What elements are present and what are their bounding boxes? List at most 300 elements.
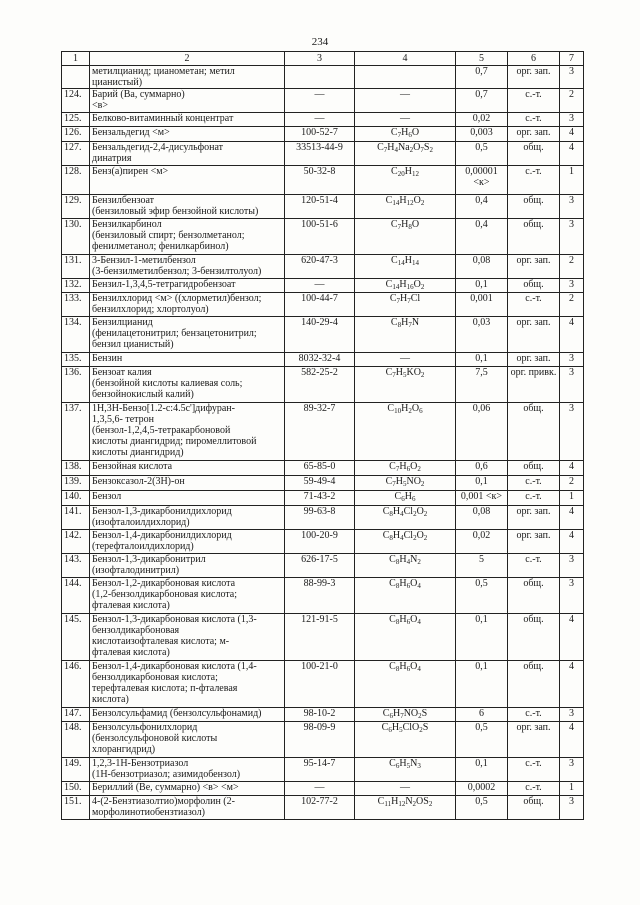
substance-name-line: бензолдикарбоновая — [92, 625, 180, 636]
substance-name-line: фталевая кислота) — [92, 600, 170, 611]
substance-name-line: Бериллий (Ве, суммарно) <в> <м> — [92, 782, 239, 793]
substance-name-line: (1,2-бензолдикарбоновая кислота; — [92, 589, 238, 600]
row-number: 140. — [62, 491, 90, 506]
formula-element: — — [400, 113, 410, 124]
formula-subscript: 2 — [420, 371, 425, 379]
hazard-class: 3 — [560, 279, 584, 293]
hazard-class: 1 — [560, 491, 584, 506]
formula-subscript: 10 — [394, 407, 402, 415]
formula-element: C — [391, 166, 398, 177]
limit-value: 0,7 — [456, 66, 508, 89]
formula-element: C — [390, 317, 398, 328]
formula-element: C — [389, 293, 397, 304]
formula-element: H — [399, 578, 407, 589]
formula-element: H — [404, 166, 412, 177]
column-number: 4 — [355, 52, 456, 66]
hazard-indicator: с.-т. — [508, 166, 560, 195]
row-number: 143. — [62, 554, 90, 578]
cas-number: 100-21-0 — [285, 661, 355, 708]
hazard-class: 3 — [560, 708, 584, 722]
hazard-indicator: орг. зап. — [508, 530, 560, 554]
formula-subscript: 6 — [401, 495, 405, 503]
limit-value: 0,00001 <к> — [456, 166, 508, 195]
formula-subscript: 4 — [406, 558, 411, 566]
formula-element: H — [399, 279, 407, 290]
hazard-class: 1 — [560, 782, 584, 796]
formula-element: N — [410, 554, 418, 565]
chemical-formula — [355, 89, 456, 113]
hazard-class: 3 — [560, 66, 584, 89]
formula-element: OS — [416, 796, 429, 807]
formula-subscript: 2 — [409, 146, 414, 154]
chemical-formula — [355, 491, 456, 506]
chemical-formula — [355, 353, 456, 367]
substance-name-line: Бензол — [92, 491, 122, 502]
substance-name — [90, 89, 285, 113]
substance-name-line: (изофталоилдихлорид) — [92, 517, 190, 528]
substance-name-line: Бензин — [92, 353, 123, 364]
row-number: 137. — [62, 403, 90, 461]
substance-name-line: Бензол-1,3-дикарбонитрил — [92, 554, 206, 565]
hazard-class: 3 — [560, 367, 584, 403]
chemical-formula — [355, 195, 456, 219]
formula-element: C — [389, 758, 396, 769]
formula-element: O — [410, 461, 418, 472]
substance-name-line: кислоты диангидрид; пиромеллитовой — [92, 436, 257, 447]
formula-subscript: 2 — [413, 510, 417, 518]
hazard-class: 3 — [560, 403, 584, 461]
formula-element: C — [390, 219, 398, 230]
limit-value: 0,4 — [456, 195, 508, 219]
hazard-class: 3 — [560, 219, 584, 255]
cas-number: 8032-32-4 — [285, 353, 355, 367]
formula-subscript: 2 — [408, 407, 412, 415]
substance-name-line: Бенз(а)пирен <м> — [92, 166, 169, 177]
formula-subscript: 14 — [411, 259, 419, 267]
formula-subscript: 2 — [429, 146, 433, 154]
formula-subscript: 4 — [400, 534, 404, 542]
page-number: 234 — [311, 36, 329, 48]
cas-number: 89-32-7 — [285, 403, 355, 461]
formula-subscript: 7 — [407, 297, 411, 305]
substance-name — [90, 722, 285, 758]
substance-name-line: 3-Бензил-1-метилбензол — [92, 255, 196, 266]
hazard-indicator: общ. — [508, 403, 560, 461]
chemical-formula — [355, 219, 456, 255]
substance-name-line: 1,3,5,6- тетрон — [92, 414, 154, 425]
cas-number: 95-14-7 — [285, 758, 355, 782]
substance-name-line: Бензолсульфонилхлорид — [92, 722, 198, 733]
substance-name-line: Бензил-1,3,4,5-тетрагидробензоат — [92, 279, 236, 290]
cas-number: 98-10-2 — [285, 708, 355, 722]
formula-subscript: 6 — [395, 762, 400, 770]
limit-value: 0,5 — [456, 142, 508, 166]
limit-value: 0,6 — [456, 461, 508, 476]
table-row — [62, 506, 584, 530]
formula-element: H — [395, 367, 403, 378]
table-row — [62, 530, 584, 554]
substance-name-line: метилцианид; цианометан; метил — [92, 66, 235, 77]
hazard-indicator: орг. зап. — [508, 255, 560, 279]
limit-value: 0,001 — [456, 293, 508, 317]
formula-element: KO — [406, 367, 421, 378]
formula-subscript: 7 — [395, 465, 400, 473]
substance-name — [90, 317, 285, 353]
formula-element: O — [410, 614, 418, 625]
hazard-indicator: орг. привк. — [508, 367, 560, 403]
formula-subscript: 2 — [420, 480, 425, 488]
formula-subscript: 4 — [417, 618, 421, 626]
chemical-formula — [355, 127, 456, 142]
substance-name — [90, 661, 285, 708]
formula-subscript: 6 — [389, 712, 393, 720]
formula-subscript: 11 — [384, 800, 392, 808]
limit-value: 0,02 — [456, 530, 508, 554]
row-number: 136. — [62, 367, 90, 403]
formula-subscript: 2 — [413, 534, 417, 542]
substance-name-line: Бензол-1,3-дикарбоновая кислота (1,3- — [92, 614, 257, 625]
chemical-formula — [355, 293, 456, 317]
row-number: 125. — [62, 113, 90, 127]
limit-value: 0,0002 — [456, 782, 508, 796]
substance-name-line: Бензол-1,3-дикарбонилдихлорид — [92, 506, 232, 517]
formula-element: H — [404, 491, 412, 502]
formula-subscript: 6 — [406, 465, 411, 473]
cas-number: 102-77-2 — [285, 796, 355, 820]
row-number: 151. — [62, 796, 90, 820]
hazard-indicator: орг. зап. — [508, 353, 560, 367]
formula-subscript: 6 — [411, 495, 416, 503]
formula-element: C — [394, 491, 402, 502]
formula-element: H — [399, 554, 407, 565]
substance-name — [90, 796, 285, 820]
cas-number: — — [285, 279, 355, 293]
cas-number: 100-51-6 — [285, 219, 355, 255]
substance-name — [90, 530, 285, 554]
substance-name-line: 1Н,3Н-Бензо[1.2-с:4.5с']дифуран- — [92, 403, 235, 414]
formula-subscript: 6 — [406, 582, 411, 590]
substance-name — [90, 614, 285, 661]
column-number: 6 — [508, 52, 560, 66]
formula-element: — — [400, 353, 410, 364]
chemical-formula — [355, 461, 456, 476]
cas-number: 100-52-7 — [285, 127, 355, 142]
substances-table — [61, 51, 584, 820]
formula-element: H — [399, 758, 407, 769]
chemical-formula — [355, 506, 456, 530]
row-number: 149. — [62, 758, 90, 782]
substance-name-line: (бензойной кислоты калиевая соль; — [92, 378, 243, 389]
chemical-formula — [355, 530, 456, 554]
table-row — [62, 66, 584, 89]
formula-subscript: 8 — [395, 665, 400, 673]
hazard-indicator: общ. — [508, 578, 560, 614]
substance-name — [90, 461, 285, 476]
hazard-class: 4 — [560, 506, 584, 530]
formula-subscript: 8 — [389, 510, 393, 518]
column-number: 7 — [560, 52, 584, 66]
hazard-indicator: общ. — [508, 614, 560, 661]
hazard-class: 2 — [560, 89, 584, 113]
row-number: 147. — [62, 708, 90, 722]
substance-name — [90, 66, 285, 89]
limit-value: 6 — [456, 708, 508, 722]
chemical-formula — [355, 403, 456, 461]
formula-element: H — [401, 317, 409, 328]
hazard-class: 4 — [560, 142, 584, 166]
table-row — [62, 219, 584, 255]
table-row — [62, 491, 584, 506]
table-row — [62, 661, 584, 708]
formula-subscript: 14 — [397, 259, 405, 267]
substance-name — [90, 166, 285, 195]
table-row — [62, 461, 584, 476]
hazard-class: 3 — [560, 353, 584, 367]
chemical-formula — [355, 166, 456, 195]
formula-subscript: 2 — [417, 558, 421, 566]
formula-element: N — [410, 758, 418, 769]
cas-number: 50-32-8 — [285, 166, 355, 195]
formula-subscript: 7 — [383, 146, 388, 154]
row-number: 141. — [62, 506, 90, 530]
row-number: 130. — [62, 219, 90, 255]
table-row — [62, 554, 584, 578]
chemical-formula — [355, 661, 456, 708]
chemical-formula — [355, 614, 456, 661]
hazard-class: 3 — [560, 758, 584, 782]
formula-element: — — [400, 782, 410, 793]
formula-element: H — [392, 506, 401, 517]
chemical-formula — [355, 142, 456, 166]
formula-subscript: 2 — [423, 510, 428, 518]
formula-element: C — [381, 722, 389, 733]
formula-element: O — [413, 279, 421, 290]
table-row — [62, 758, 584, 782]
formula-element: H — [392, 708, 401, 719]
chemical-formula — [355, 796, 456, 820]
formula-subscript: 8 — [397, 321, 402, 329]
limit-value: 0,001 <к> — [456, 491, 508, 506]
row-number: 131. — [62, 255, 90, 279]
formula-element: C — [389, 614, 396, 625]
formula-element: Cl — [403, 530, 414, 541]
cas-number: 98-09-9 — [285, 722, 355, 758]
formula-subscript: 6 — [406, 618, 411, 626]
hazard-indicator: орг. зап. — [508, 66, 560, 89]
formula-element: C — [389, 661, 396, 672]
hazard-indicator: с.-т. — [508, 708, 560, 722]
substance-name-line: Бензальдегид-2,4-дисульфонат — [92, 142, 224, 153]
substance-name-line: Бензоат калия — [92, 367, 152, 378]
formula-element: O — [416, 506, 424, 517]
formula-subscript: 8 — [395, 558, 400, 566]
column-number-row — [62, 52, 584, 66]
cas-number: 120-51-4 — [285, 195, 355, 219]
substance-name — [90, 506, 285, 530]
limit-value: 0,1 — [456, 353, 508, 367]
substance-name-line: (бензиловый эфир бензойной кислоты) — [92, 206, 259, 217]
table-row — [62, 353, 584, 367]
formula-subscript: 6 — [408, 131, 412, 139]
substance-name-line: бензилхлорид; хлортолуол) — [92, 304, 209, 315]
table-row — [62, 317, 584, 353]
substance-name-line: хлорангидрид) — [92, 744, 156, 755]
substance-name-line: бензил цианистый) — [92, 339, 174, 350]
substance-name-line: (терефталоилдихлорид) — [92, 541, 194, 552]
substance-name-line: (1Н-бензотриазол; азимидобензол) — [92, 769, 241, 780]
hazard-indicator: с.-т. — [508, 491, 560, 506]
hazard-indicator: орг. зап. — [508, 506, 560, 530]
cas-number: 626-17-5 — [285, 554, 355, 578]
substance-name — [90, 219, 285, 255]
hazard-class: 2 — [560, 255, 584, 279]
substance-name-line: терефталевая кислота; п-фталевая — [92, 683, 238, 694]
formula-subscript: 8 — [389, 534, 393, 542]
hazard-class: 3 — [560, 796, 584, 820]
formula-element: NO — [406, 476, 421, 487]
substance-name — [90, 782, 285, 796]
chemical-formula — [355, 279, 456, 293]
limit-value: 0,5 — [456, 578, 508, 614]
formula-subscript: 2 — [423, 534, 428, 542]
substance-name-line: бензолдикарбоновая кислота; — [92, 672, 218, 683]
substance-name-line: кислота) — [92, 694, 129, 705]
hazard-indicator: общ. — [508, 461, 560, 476]
hazard-class: 3 — [560, 113, 584, 127]
formula-subscript: 7 — [397, 223, 402, 231]
formula-element: H — [401, 403, 409, 414]
formula-element: O — [411, 127, 420, 138]
row-number: 146. — [62, 661, 90, 708]
limit-value: 0,5 — [456, 796, 508, 820]
table-row — [62, 279, 584, 293]
substance-name-line: Бензойная кислота — [92, 461, 173, 472]
formula-subscript: 7 — [420, 146, 424, 154]
formula-element: C — [387, 403, 395, 414]
formula-element: H — [399, 293, 408, 304]
column-number: 3 — [285, 52, 355, 66]
substance-name-line: фенилметанол; фенилкарбинол) — [92, 241, 229, 252]
formula-subscript: 8 — [395, 582, 400, 590]
limit-value: 7,5 — [456, 367, 508, 403]
cas-number: 100-44-7 — [285, 293, 355, 317]
hazard-class: 2 — [560, 476, 584, 491]
substance-name-line: Бензолсульфамид (бензолсульфонамид) — [92, 708, 262, 719]
formula-element: O — [411, 219, 420, 230]
substance-name-line: Бензальдегид <м> — [92, 127, 170, 138]
substance-name-line: (фенилацетонитрил; бензацетонитрил; — [92, 328, 257, 339]
formula-subscript: 8 — [408, 223, 412, 231]
chemical-formula — [355, 476, 456, 491]
formula-element: H — [401, 127, 409, 138]
substance-name — [90, 578, 285, 614]
formula-subscript: 7 — [397, 131, 402, 139]
limit-value: 0,03 — [456, 317, 508, 353]
substance-name-line: Бензол-1,4-дикарбонилдихлорид — [92, 530, 232, 541]
row-number: 133. — [62, 293, 90, 317]
formula-subscript: 20 — [397, 170, 405, 178]
limit-value: 0,1 — [456, 661, 508, 708]
formula-element: H — [399, 195, 407, 206]
table-row — [62, 166, 584, 195]
chemical-formula — [355, 708, 456, 722]
limit-value: 5 — [456, 554, 508, 578]
formula-subscript: 7 — [400, 712, 404, 720]
table-row — [62, 708, 584, 722]
substance-name — [90, 255, 285, 279]
hazard-indicator: с.-т. — [508, 293, 560, 317]
substance-name — [90, 708, 285, 722]
table-row — [62, 195, 584, 219]
formula-element: H — [401, 219, 409, 230]
row-number: 139. — [62, 476, 90, 491]
substance-name-line: Бензилкарбинол — [92, 219, 162, 230]
substance-name-line: (бензиловый спирт; бензолметанол; — [92, 230, 245, 241]
substance-name-line: фталевая кислота) — [92, 647, 170, 658]
formula-element: S — [421, 708, 428, 719]
hazard-class: 4 — [560, 530, 584, 554]
hazard-class: 3 — [560, 554, 584, 578]
hazard-class: 4 — [560, 461, 584, 476]
formula-subscript: 7 — [396, 297, 400, 305]
chemical-formula — [355, 782, 456, 796]
formula-element: H — [395, 476, 403, 487]
chemical-formula — [355, 367, 456, 403]
substance-name-line: кислотаизофталевая кислота; м- — [92, 636, 230, 647]
formula-element: C — [389, 578, 396, 589]
row-number: 135. — [62, 353, 90, 367]
hazard-indicator: с.-т. — [508, 782, 560, 796]
formula-subscript: 7 — [392, 371, 396, 379]
formula-element: ClO — [402, 722, 420, 733]
formula-subscript: 2 — [412, 800, 417, 808]
row-number: 124. — [62, 89, 90, 113]
table-row — [62, 127, 584, 142]
formula-subscript: 7 — [392, 480, 396, 488]
substance-name — [90, 491, 285, 506]
chemical-formula — [355, 578, 456, 614]
substance-name-line: Бензол-1,4-дикарбоновая кислота (1,4- — [92, 661, 257, 672]
formula-element: C — [377, 142, 384, 153]
formula-element: C — [385, 367, 393, 378]
hazard-class: 1 — [560, 166, 584, 195]
cas-number: 99-63-8 — [285, 506, 355, 530]
formula-element: C — [377, 796, 385, 807]
cas-number: — — [285, 89, 355, 113]
row-number: 128. — [62, 166, 90, 195]
formula-element: H — [399, 461, 407, 472]
formula-subscript: 5 — [402, 371, 407, 379]
hazard-indicator: общ. — [508, 796, 560, 820]
hazard-indicator: орг. зап. — [508, 317, 560, 353]
cas-number: 121-91-5 — [285, 614, 355, 661]
substance-name — [90, 127, 285, 142]
hazard-indicator: с.-т. — [508, 89, 560, 113]
hazard-indicator: с.-т. — [508, 476, 560, 491]
formula-element: C — [389, 554, 396, 565]
formula-element: H — [387, 142, 395, 153]
cas-number: 100-20-9 — [285, 530, 355, 554]
limit-value: 0,1 — [456, 758, 508, 782]
formula-subscript: 4 — [394, 146, 398, 154]
hazard-indicator: с.-т. — [508, 554, 560, 578]
substance-name — [90, 279, 285, 293]
hazard-class: 4 — [560, 614, 584, 661]
limit-value: 0,1 — [456, 476, 508, 491]
substance-name-line: Бензол-1,2-дикарбоновая кислота — [92, 578, 236, 589]
formula-element: Cl — [410, 293, 421, 304]
limit-value: 0,7 — [456, 89, 508, 113]
